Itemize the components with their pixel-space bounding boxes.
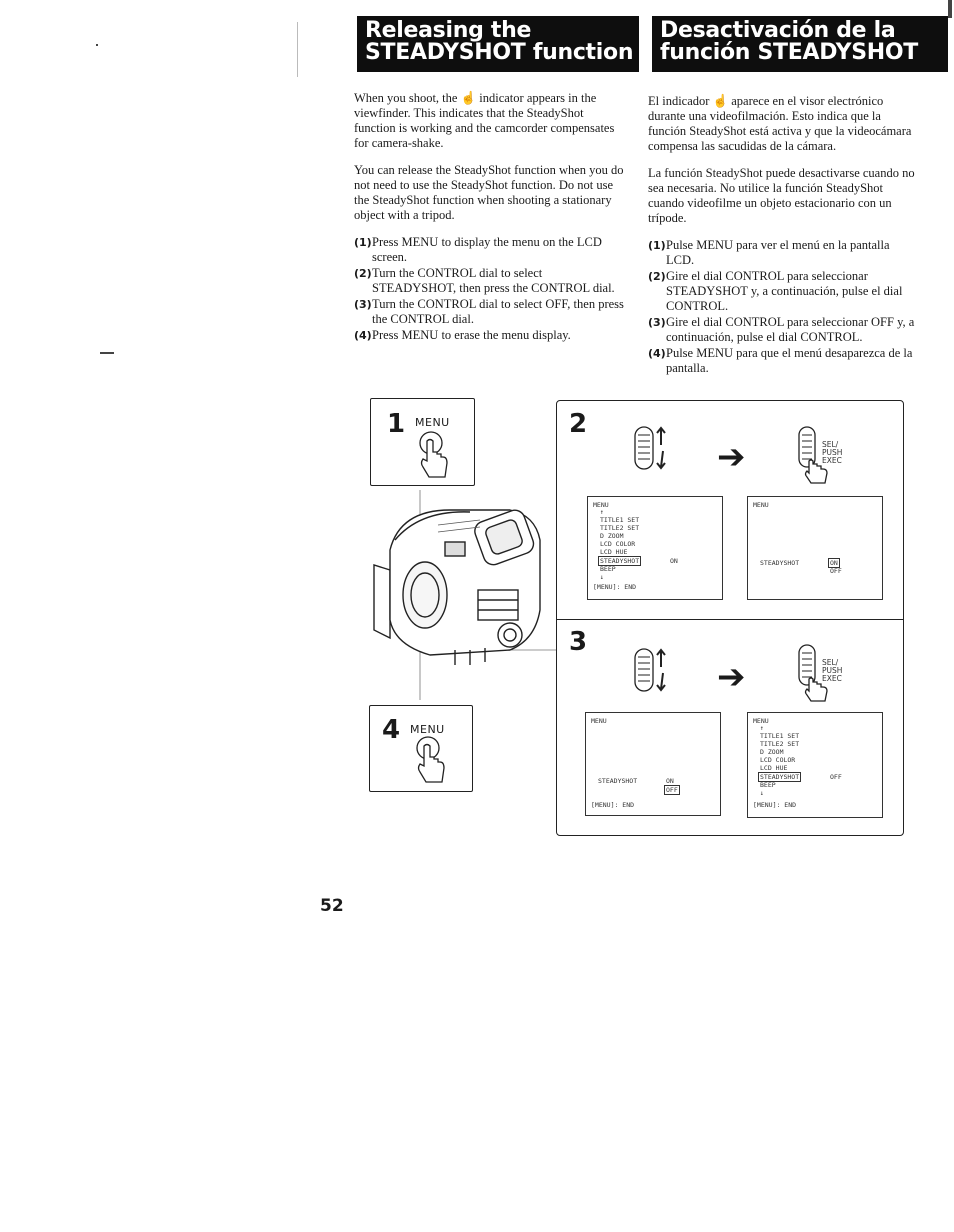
spanish-release-paragraph: La función SteadyShot puede desactivarse cuando no sea necesaria. No utilice la función SteadyShot cuando videofilme un objeto estacionario con un trípode. bbox=[648, 166, 915, 225]
english-steps bbox=[354, 235, 626, 343]
step-1-number: 1 bbox=[387, 409, 406, 439]
english-step-3: (3) Turn the CONTROL dial to select OFF, then press the CONTROL dial. bbox=[354, 297, 624, 326]
menu-label: MENU bbox=[415, 416, 450, 429]
english-intro-paragraph: When you shoot, the ☝ indicator appears in the viewfinder. This indicates that the SteadyShot function is working and the camcorder compensates for camera-shake. bbox=[354, 91, 615, 150]
english-step-1: (1) Press MENU to display the menu on the LCD screen. bbox=[354, 235, 602, 264]
lcd-menu-screen-d: MENU ↑ TITLE1 SET TITLE2 SET D ZOOM LCD COLOR LCD HUE STEADYSHOT OFF BEEP ↓ [MENU]: END bbox=[747, 712, 883, 818]
spanish-steps bbox=[648, 238, 920, 376]
arrow-right-icon: ➔ bbox=[717, 437, 746, 477]
sel-push-exec-label: SEL/ PUSH EXEC bbox=[822, 658, 843, 683]
finger-press-icon bbox=[410, 734, 450, 786]
lcd-menu-screen-a: MENU ↑ TITLE1 SET TITLE2 SET D ZOOM LCD COLOR LCD HUE STEADYSHOT ON BEEP ↓ [MENU]: END bbox=[587, 496, 723, 600]
english-step-2: (2) Turn the CONTROL dial to select STEADYSHOT, then press the CONTROL dial. bbox=[354, 266, 615, 295]
lcd-menu-screen-b: MENU STEADYSHOT ON OFF bbox=[747, 496, 883, 600]
scan-mark bbox=[100, 352, 114, 354]
header-english bbox=[357, 16, 639, 72]
header-english-line1: Releasing the bbox=[365, 18, 532, 43]
camcorder-illustration bbox=[360, 470, 560, 700]
scan-mark bbox=[297, 22, 298, 77]
step-4-number: 4 bbox=[382, 715, 401, 745]
spanish-intro-paragraph: El indicador ☝ aparece en el visor electrónico durante una videofilmación. Esto indica que la función SteadyShot está activa y que la videocámara compensa las sacudidas de la cámara. bbox=[648, 94, 912, 153]
menu-selected-item: STEADYSHOT bbox=[600, 557, 640, 565]
arrow-right-icon: ➔ bbox=[717, 657, 746, 697]
finger-press-icon bbox=[413, 429, 453, 481]
english-step-4: (4) Press MENU to erase the menu display. bbox=[354, 328, 571, 342]
sel-push-exec-label: SEL/ PUSH EXEC bbox=[822, 440, 843, 465]
control-dial-icon bbox=[631, 423, 673, 473]
header-spanish bbox=[652, 16, 948, 72]
spanish-step-1: (1) Pulse MENU para ver el menú en la pantalla LCD. bbox=[648, 238, 890, 267]
step-2-number: 2 bbox=[569, 409, 588, 439]
scan-mark bbox=[948, 0, 952, 18]
control-dial-icon bbox=[631, 645, 673, 695]
header-spanish-line2: función STEADYSHOT bbox=[660, 40, 918, 65]
lcd-menu-screen-c: MENU STEADYSHOT ON OFF [MENU]: END bbox=[585, 712, 721, 816]
page-number: 52 bbox=[320, 896, 344, 916]
divider bbox=[557, 619, 903, 620]
spanish-column bbox=[648, 94, 920, 377]
header-english-line2: STEADYSHOT function bbox=[365, 40, 634, 65]
menu-label: MENU bbox=[410, 723, 445, 736]
spanish-step-2: (2) Gire el dial CONTROL para seleccionar STEADYSHOT y, a continuación, pulse el dial CONTROL. bbox=[648, 269, 903, 313]
spanish-step-3: (3) Gire el dial CONTROL para seleccionar OFF y, a continuación, pulse el dial CONTROL. bbox=[648, 315, 915, 344]
header-spanish-line1: Desactivación de la bbox=[660, 18, 896, 43]
steps-2-3-frame bbox=[556, 400, 904, 836]
menu-selected-item: STEADYSHOT bbox=[760, 773, 800, 781]
english-release-paragraph: You can release the SteadyShot function when you do not need to use the SteadyShot function. Do not use the SteadyShot function when shooting a stationary object with a tripod. bbox=[354, 163, 624, 222]
scan-mark bbox=[96, 44, 98, 46]
step-1-panel bbox=[370, 398, 475, 486]
english-column bbox=[354, 91, 626, 344]
step-4-panel bbox=[369, 705, 473, 792]
step-3-number: 3 bbox=[569, 627, 588, 657]
spanish-step-4: (4) Pulse MENU para que el menú desaparezca de la pantalla. bbox=[648, 346, 913, 375]
